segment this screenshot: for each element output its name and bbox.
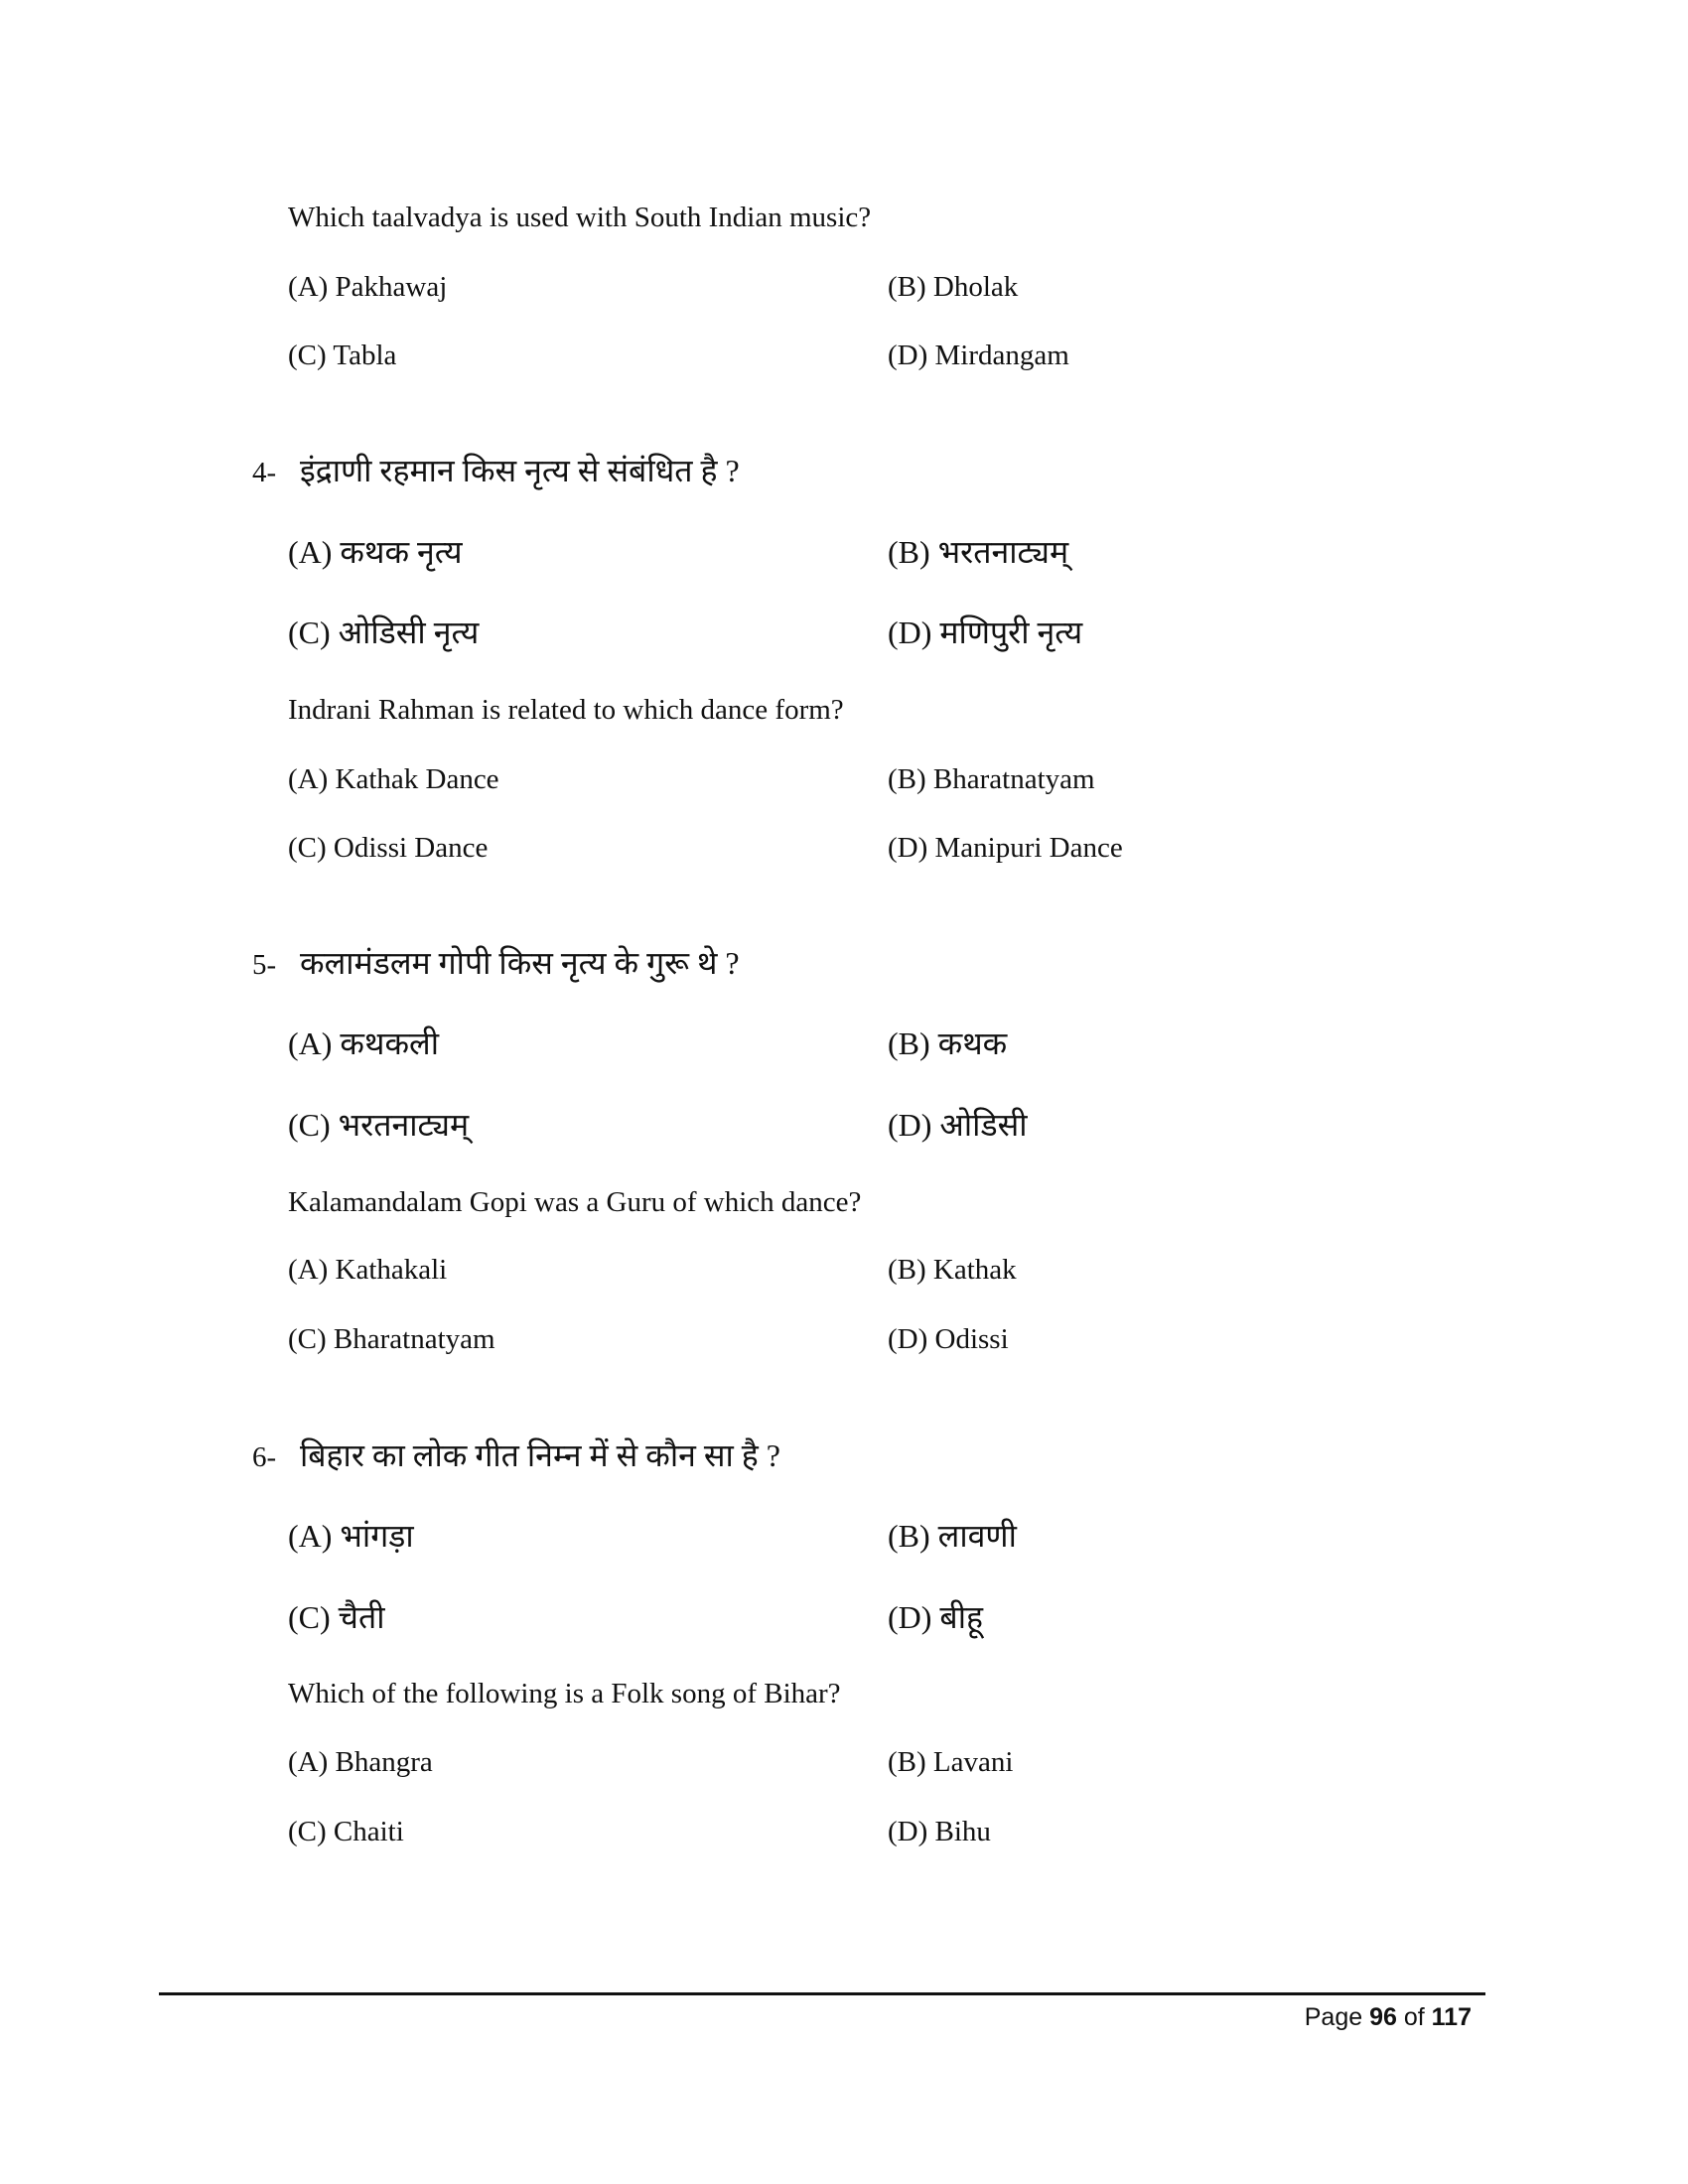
footer-divider xyxy=(159,1992,1485,1995)
question-5-hindi: कलामंडलम गोपी किस नृत्य के गुरू थे ? xyxy=(300,945,740,981)
option-a: (A) Bhangra xyxy=(288,1746,433,1778)
option-a: (A) Kathakali xyxy=(288,1254,448,1286)
option-b: (B) Lavani xyxy=(888,1746,1014,1778)
option-b-hindi: (B) लावणी xyxy=(888,1518,1017,1554)
current-page: 96 xyxy=(1369,2003,1397,2031)
total-pages: 117 xyxy=(1431,2003,1472,2031)
option-b: (B) Kathak xyxy=(888,1254,1017,1286)
option-a: (A) Pakhawaj xyxy=(288,271,448,303)
option-c-hindi: (C) चैती xyxy=(288,1599,385,1635)
option-a: (A) Kathak Dance xyxy=(288,763,499,795)
option-d-hindi: (D) मणिपुरी नृत्य xyxy=(888,614,1083,650)
question-5-english: Kalamandalam Gopi was a Guru of which dance? xyxy=(288,1186,862,1218)
question-6-hindi: बिहार का लोक गीत निम्न में से कौन सा है ? xyxy=(300,1437,780,1473)
of-label: of xyxy=(1403,2003,1425,2031)
page-label: Page xyxy=(1304,2003,1363,2031)
option-a-hindi: (A) कथक नृत्य xyxy=(288,534,463,570)
question-3-english: Which taalvadya is used with South Indian music? xyxy=(288,202,872,233)
option-c: (C) Tabla xyxy=(288,340,397,371)
option-c-hindi: (C) भरतनाट्यम् xyxy=(288,1107,470,1143)
question-4-number: 4- xyxy=(252,457,277,488)
option-d: (D) Manipuri Dance xyxy=(888,832,1123,864)
option-a-hindi: (A) कथकली xyxy=(288,1025,440,1061)
option-b-hindi: (B) कथक xyxy=(888,1025,1008,1061)
option-b: (B) Dholak xyxy=(888,271,1019,303)
option-d: (D) Mirdangam xyxy=(888,340,1069,371)
option-d-hindi: (D) बीहू xyxy=(888,1599,983,1635)
question-6-english: Which of the following is a Folk song of Bihar? xyxy=(288,1678,841,1709)
option-c: (C) Chaiti xyxy=(288,1816,404,1847)
option-b-hindi: (B) भरतनाट्यम् xyxy=(888,534,1069,570)
option-d: (D) Bihu xyxy=(888,1816,991,1847)
question-6-number: 6- xyxy=(252,1441,277,1473)
option-a-hindi: (A) भांगड़ा xyxy=(288,1518,414,1554)
question-4-english: Indrani Rahman is related to which dance form? xyxy=(288,694,844,726)
question-4-hindi: इंद्राणी रहमान किस नृत्य से संबंधित है ? xyxy=(300,453,740,488)
option-d-hindi: (D) ओडिसी xyxy=(888,1107,1028,1143)
page-number xyxy=(1305,2001,1472,2033)
option-c: (C) Bharatnatyam xyxy=(288,1323,495,1355)
option-c-hindi: (C) ओडिसी नृत्य xyxy=(288,614,480,650)
option-b: (B) Bharatnatyam xyxy=(888,763,1095,795)
question-5-number: 5- xyxy=(252,949,277,981)
option-d: (D) Odissi xyxy=(888,1323,1009,1355)
option-c: (C) Odissi Dance xyxy=(288,832,489,864)
